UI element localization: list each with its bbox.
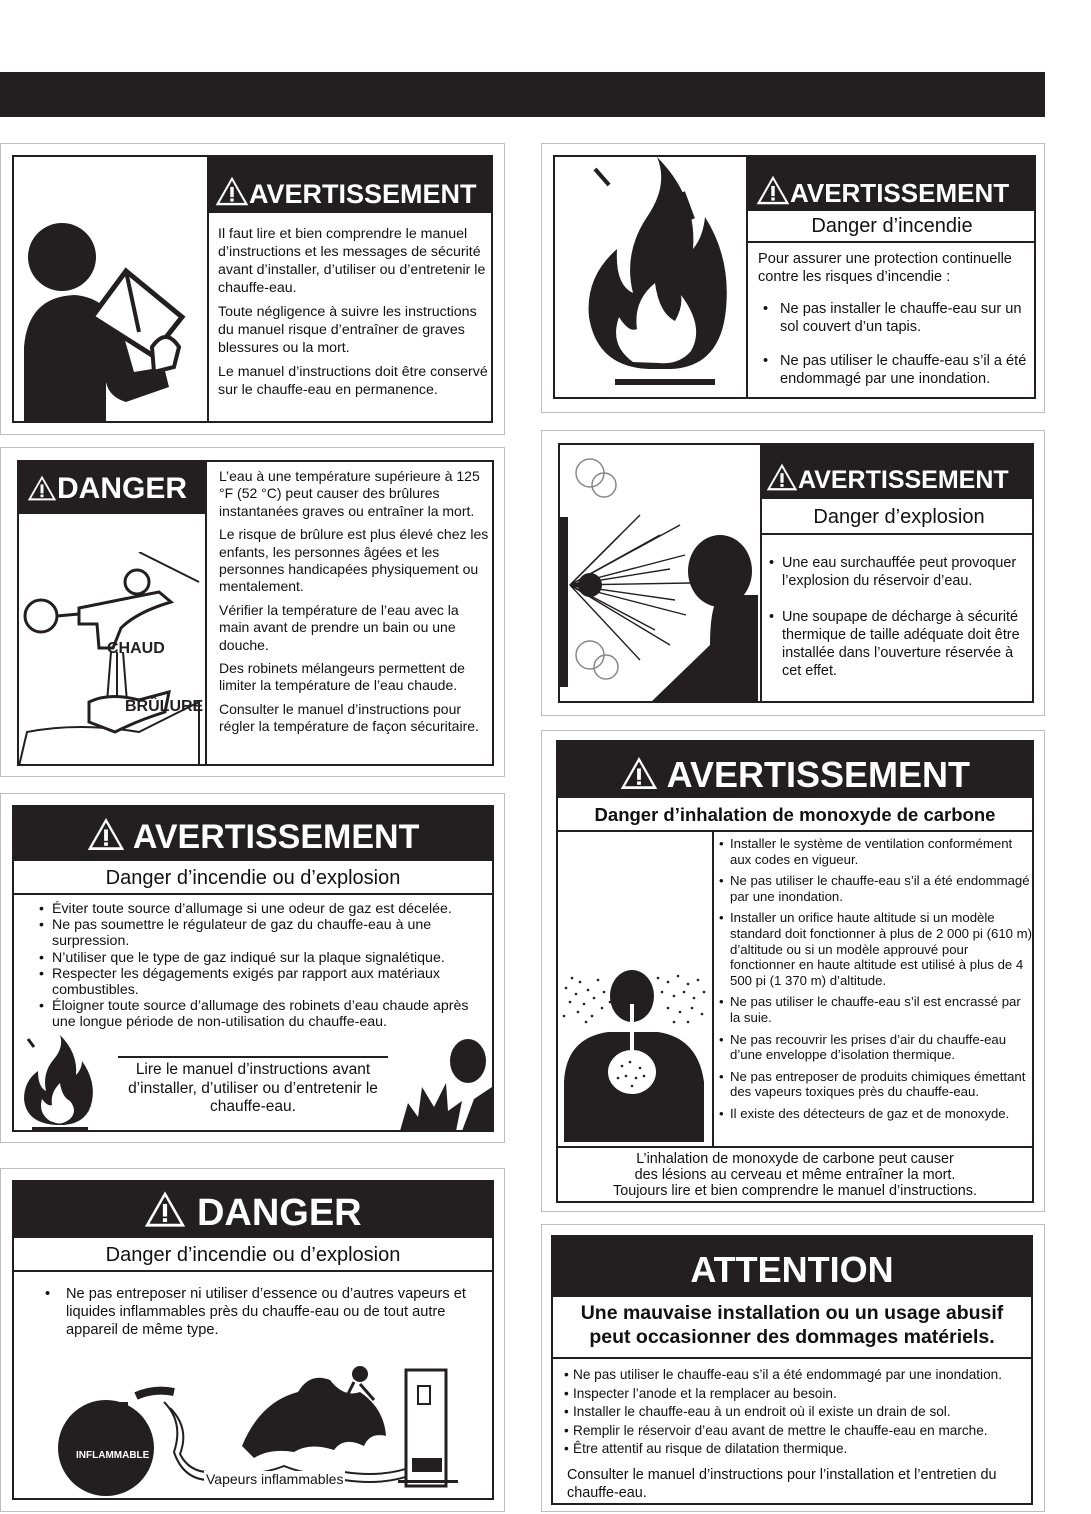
header-text: AVERTISSEMENT (666, 754, 971, 795)
footer-text: Consulter le manuel d’instructions pour l’installation et l’entretien du chauffe-eau. (567, 1467, 997, 1501)
list-item: • Être attentif au risque de dilatation thermique. (561, 1440, 1031, 1459)
footer-line: des lésions au cerveau et même entraîner la mort. (634, 1167, 956, 1183)
subtitle: Danger d’explosion (813, 506, 985, 528)
bullet-list (716, 836, 1034, 1122)
header-avertissement (558, 742, 1032, 798)
paragraph: Vérifier la température de l’eau avec la main avant de prendre un bain ou une douche. (219, 601, 459, 653)
list-item: • Installer le système de ventilation conformément aux codes en vigueur. (716, 836, 1034, 867)
header-text: ATTENTION (690, 1249, 894, 1290)
label-panel-fire-or-explosion (0, 793, 505, 1143)
bullet-list (766, 554, 1034, 680)
list-item: • Ne pas soumettre le régulateur de gaz du chauffe-eau à une surpression. (36, 917, 486, 949)
label-frame (17, 460, 494, 766)
divider (205, 462, 207, 766)
list-item: • Ne pas recouvrir les prises d’air du chauffe-eau d’une enveloppe d’isolation thermique. (716, 1032, 1034, 1063)
list-item: • Remplir le réservoir d’eau avant de mettre le chauffe-eau en marche. (561, 1422, 1031, 1441)
paragraph: L’eau à une température supérieure à 125 °F (52 °C) peut causer des brûlures instantanées graves ou entraîner la mort. (219, 468, 480, 519)
intro-text: Pour assurer une protection continuelle contre les risques d’incendie : (758, 251, 1012, 285)
warning-triangle-icon (215, 176, 249, 206)
explosion-burst-icon (560, 445, 758, 703)
list-item: • Ne pas utiliser le chauffe-eau s’il a été endommagé par une inondation. (561, 1366, 1031, 1385)
divider (762, 533, 1034, 535)
bullet-list (42, 1285, 482, 1339)
label-panel-attention (541, 1224, 1045, 1512)
label-body (219, 468, 491, 742)
warning-triangle-icon (620, 756, 658, 790)
label-frame (551, 1235, 1033, 1505)
list-item: • Installer le chauffe-eau à un endroit où il existe un drain de sol. (561, 1403, 1031, 1422)
hot-label: CHAUD (107, 640, 165, 657)
list-item: • Ne pas entreposer de produits chimiques émettant des vapeurs toxiques près du chauffe-eau. (716, 1069, 1034, 1100)
header-avertissement (762, 445, 1034, 499)
header-avertissement (748, 157, 1036, 211)
header-text: AVERTISSEMENT (249, 179, 477, 209)
divider (748, 241, 1036, 243)
page-header-bar (0, 72, 1045, 117)
label-body (758, 250, 1034, 388)
person-reading-manual-icon (14, 197, 204, 423)
paragraph: Le manuel d’instructions doit être conservé sur le chauffe-eau en permanence. (218, 364, 488, 398)
footer-text (558, 1151, 1032, 1199)
header-text: DANGER (57, 472, 188, 505)
divider (553, 1357, 1031, 1359)
label-frame (553, 155, 1036, 399)
label-panel-flammable-vapors (0, 1168, 505, 1512)
footer-text: Lire le manuel d’instructions avant d’installer, d’utiliser ou d’entretenir le chauffe-eau. (128, 1061, 378, 1115)
list-item: • Il existe des détecteurs de gaz et de monoxyde. (716, 1106, 1034, 1122)
label-body (218, 225, 488, 405)
header-danger (14, 1182, 492, 1238)
label-frame (556, 740, 1034, 1203)
header-text: DANGER (196, 1192, 362, 1234)
list-item: • Installer un orifice haute altitude si un modèle standard doit fonctionner à plus de 2 000 pi (610 m) d’altitude ou si un modèle approuvé pour fonctionner en haute altitude est utilisé à plus de 4 500 pi (1 370 m) d’altitude. (716, 910, 1034, 988)
header-text: AVERTISSEMENT (790, 178, 1010, 208)
header-avertissement (209, 157, 493, 213)
divider (14, 1270, 492, 1272)
person-inhaling-icon (558, 832, 710, 1142)
subtitle: Danger d’incendie (811, 215, 973, 237)
list-item: • N’utiliser que le type de gaz indiqué sur la plaque signalétique. (36, 950, 486, 966)
header-danger (19, 462, 205, 514)
warning-triangle-icon (756, 175, 790, 205)
label-frame (12, 1180, 494, 1500)
list-item: • Une eau surchauffée peut provoquer l’explosion du réservoir d’eau. (766, 554, 1034, 590)
label-frame (558, 443, 1034, 703)
divider (118, 1056, 388, 1058)
can-label: INFLAMMABLE (76, 1450, 150, 1461)
header-attention (553, 1237, 1031, 1297)
label-frame (12, 155, 493, 423)
list-item: • Ne pas utiliser le chauffe-eau s’il a été endommagé par une inondation. (760, 352, 1034, 388)
warning-triangle-icon (144, 1190, 186, 1228)
explosion-burst-icon (398, 1027, 492, 1131)
footer-line: Toujours lire et bien comprendre le manuel d’instructions. (613, 1183, 977, 1199)
list-item: • Une soupape de décharge à sécurité thermique de taille adéquate doit être installée dans l’ouverture réservée à cet effet. (766, 608, 1034, 680)
subtitle: Danger d’incendie ou d’explosion (105, 867, 401, 889)
bullet-list (758, 300, 1034, 388)
burn-label: BRÛLURE (125, 698, 204, 715)
list-item: • Inspecter l’anode et la remplacer au besoin. (561, 1385, 1031, 1404)
header-text: AVERTISSEMENT (132, 818, 420, 856)
paragraph: Consulter le manuel d’instructions pour régler la température de façon sécuritaire. (219, 700, 479, 735)
subtitle: Danger d’inhalation de monoxyde de carbone (594, 804, 996, 825)
header-text: AVERTISSEMENT (798, 466, 1009, 494)
paragraph: Il faut lire et bien comprendre le manuel d’instructions et les messages de sécurité avant d’installer, d’utiliser ou d’entretenir le chauffe-eau. (218, 226, 486, 296)
subtitle-line: Une mauvaise installation ou un usage abusif (580, 1302, 1004, 1324)
paragraph: Toute négligence à suivre les instructions du manuel risque d’entraîner de graves blessures ou la mort. (218, 304, 477, 356)
bullet-list (561, 1366, 1031, 1459)
subtitle-line: peut occasionner des dommages matériels. (589, 1326, 995, 1348)
divider (558, 1146, 1032, 1148)
label-panel-read-manual (0, 143, 505, 435)
warning-triangle-icon (27, 475, 57, 501)
divider (712, 832, 714, 1146)
subtitle: Danger d’incendie ou d’explosion (105, 1244, 401, 1266)
gas-can-icon (58, 1400, 154, 1496)
bullet-list (36, 901, 486, 1031)
label-panel-carbon-monoxide (541, 730, 1045, 1212)
footer-line: L’inhalation de monoxyde de carbone peut causer (636, 1151, 954, 1167)
paragraph: Des robinets mélangeurs permettent de limiter la température de l’eau chaude. (219, 660, 465, 694)
label-panel-explosion (541, 430, 1045, 716)
list-item: • Ne pas utiliser le chauffe-eau s’il a été endommagé par une inondation. (716, 873, 1034, 904)
list-item: • Éviter toute source d’allumage si une odeur de gaz est décelée. (36, 901, 486, 917)
list-item: • Ne pas utiliser le chauffe-eau s’il est encrassé par la suie. (716, 994, 1034, 1025)
flame-icon (575, 157, 740, 397)
list-item: • Ne pas entreposer ni utiliser d’essence ou d’autres vapeurs et liquides inflammables près du chauffe-eau ou de tout autre appareil de même type. (42, 1285, 482, 1339)
header-avertissement (14, 807, 492, 861)
label-panel-scald (0, 447, 505, 777)
label-frame (12, 805, 494, 1132)
warning-triangle-icon (87, 817, 125, 851)
subtitle (553, 1301, 1031, 1349)
divider (14, 893, 492, 895)
list-item: • Ne pas installer le chauffe-eau sur un sol couvert d’un tapis. (760, 300, 1034, 336)
label-panel-fire-hazard (541, 143, 1045, 413)
vapors-label: Vapeurs inflammables (206, 1471, 344, 1487)
list-item: • Respecter les dégagements exigés par rapport aux matériaux combustibles. (36, 966, 486, 998)
paragraph: Le risque de brûlure est plus élevé chez les enfants, les personnes âgées et les personnes handicapées physiquement ou mentalement. (219, 526, 489, 595)
flame-icon (16, 1033, 100, 1131)
warning-triangle-icon (766, 463, 798, 491)
faucet-icon (19, 552, 205, 766)
list-item: • Éloigner toute source d’allumage des robinets d’eau chaude après une longue période de non-utilisation du chauffe-eau. (36, 998, 486, 1030)
